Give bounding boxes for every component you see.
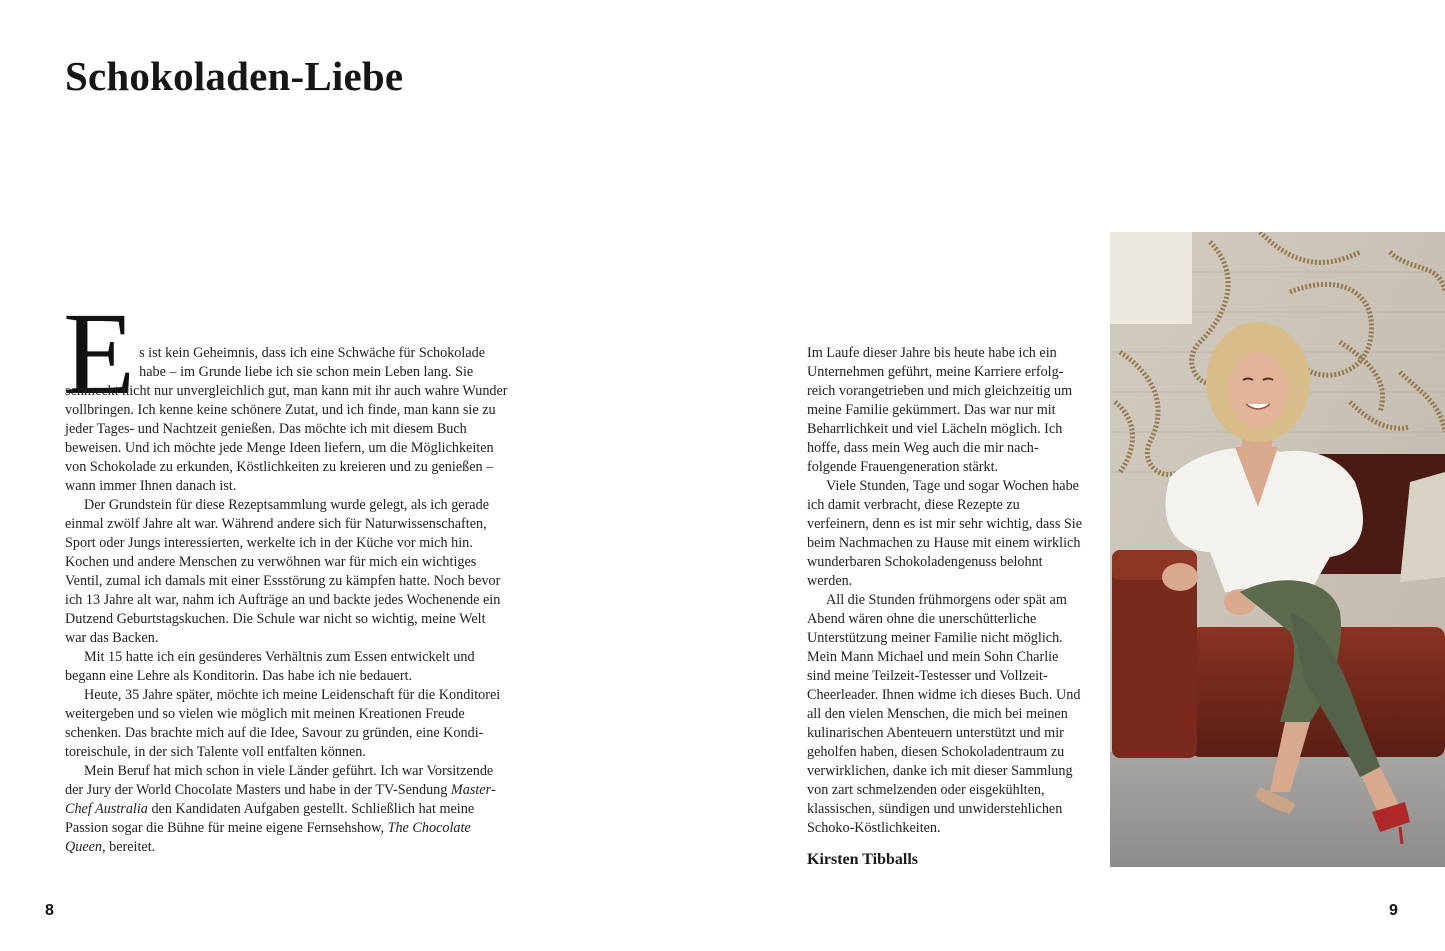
page-title: Schokoladen-Liebe xyxy=(65,53,404,99)
author-portrait-photo xyxy=(1110,232,1445,867)
intro-text-left-column xyxy=(63,288,510,857)
show-title-masterchef: MasterChef Australia xyxy=(65,782,496,817)
dropcap-letter: E xyxy=(63,288,136,419)
intro-paragraph-7: Viele Stunden, Tage und sogar Wochen habe ich damit verbracht, diese Rezepte zu verfeinern, denn es ist mir sehr wichtig, dass Sie beim Nachmachen zu Hause mit einem wirklich wunderbaren Schokoladengenuss belohnt werden. xyxy=(807,478,1083,589)
intro-paragraph-2: Der Grundstein für diese Rezeptsammlung wurde gelegt, als ich gerade einmal zwölf Jahre alt war. Während andere sich für Naturwissenschaften, Sport oder Jungs interessierten, werkelte ich in der Küche vor mich hin. Kochen und andere Menschen zu verwöhnen war für mich ein wichtiges Ventil, zumal ich damals mit einer Essstörung zu kämpfen hatte. Noch bevor ich 13 Jahre alt war, nahm ich Aufträge an und backte jedes Wochenende ein Dutzend Geburtstagskuchen. Die Schule war nicht so wichtig, meine Welt war das Backen. xyxy=(65,497,501,646)
intro-paragraph-6: Im Laufe dieser Jahre bis heute habe ich ein Unternehmen geführt, meine Karriere erfolgreich vorangetrieben und mich gleichzeitig um meine Familie gekümmert. Das war nur mit Beharrlichkeit und viel Lächeln möglich. Ich hoffe, dass mein Weg auch die mir nachfolgende Frauengeneration stärkt. xyxy=(807,345,1073,475)
intro-paragraph-4: Heute, 35 Jahre später, möchte ich meine Leidenschaft für die Konditorei weitergeben und so vielen wie möglich mit meinen Kreationen Freude schenken. Das brachte mich auf die Idee, Savour zu gründen, eine Konditoreischule, in der sich Talente voll entfalten können. xyxy=(65,687,501,760)
page-number-right: 9 xyxy=(1389,902,1398,919)
intro-text-right-column xyxy=(807,344,1082,838)
portrait-illustration xyxy=(1110,232,1445,867)
page-number-left: 8 xyxy=(45,902,54,919)
show-title-chocolate-queen: The Chocolate Queen xyxy=(65,820,471,855)
intro-paragraph-1: Es ist kein Geheimnis, dass ich eine Schwäche für Schokolade habe – im Grunde liebe ich sie schon mein Leben lang. Sie schmeckt nicht nur unvergleichlich gut, man kann mit ihr auch wahre Wunder vollbringen. Ich kenne keine schönere Zutat, und ich finde, man kann sie zu jeder Tages- und Nachtzeit genießen. Das möchte ich mit diesem Buch beweisen. Und ich möchte jede Menge Ideen liefern, um die Möglichkeiten von Schokolade zu erkunden, Köstlichkeiten zu kreieren und zu genießen – wann immer Ihnen danach ist. xyxy=(63,288,508,494)
intro-paragraph-5: Mein Beruf hat mich schon in viele Länder geführt. Ich war Vorsitzende der Jury der World Chocolate Masters und habe in der TV-Sendung MasterChef Australia den Kandidaten Aufgaben gestellt. Schließlich hat meine Passion sogar die Bühne für meine eigene Fernsehshow, The Chocolate Queen, bereitet. xyxy=(65,763,496,855)
intro-paragraph-8: All die Stunden frühmorgens oder spät am Abend wären ohne die unerschütterliche Unterstützung meiner Familie nicht möglich. Mein Mann Michael und mein Sohn Charlie sind meine Teilzeit-Testesser und Vollzeit-Cheerleader. Ihnen widme ich dieses Buch. Und all den vielen Menschen, die mich bei meinen kulinarischen Abenteuern unterstützt und mir geholfen haben, diesen Schokoladentraum zu verwirklichen, danke ich mit dieser Sammlung von zart schmelzenden oder eisgekühlten, klassischen, sündigen und unwiderstehlichen Schoko-Köstlichkeiten. xyxy=(807,592,1081,836)
author-signature: Kirsten Tibballs xyxy=(807,851,918,868)
intro-paragraph-3: Mit 15 hatte ich ein gesünderes Verhältnis zum Essen entwickelt und begann eine Lehre als Konditorin. Das habe ich nie bedauert. xyxy=(65,649,475,684)
